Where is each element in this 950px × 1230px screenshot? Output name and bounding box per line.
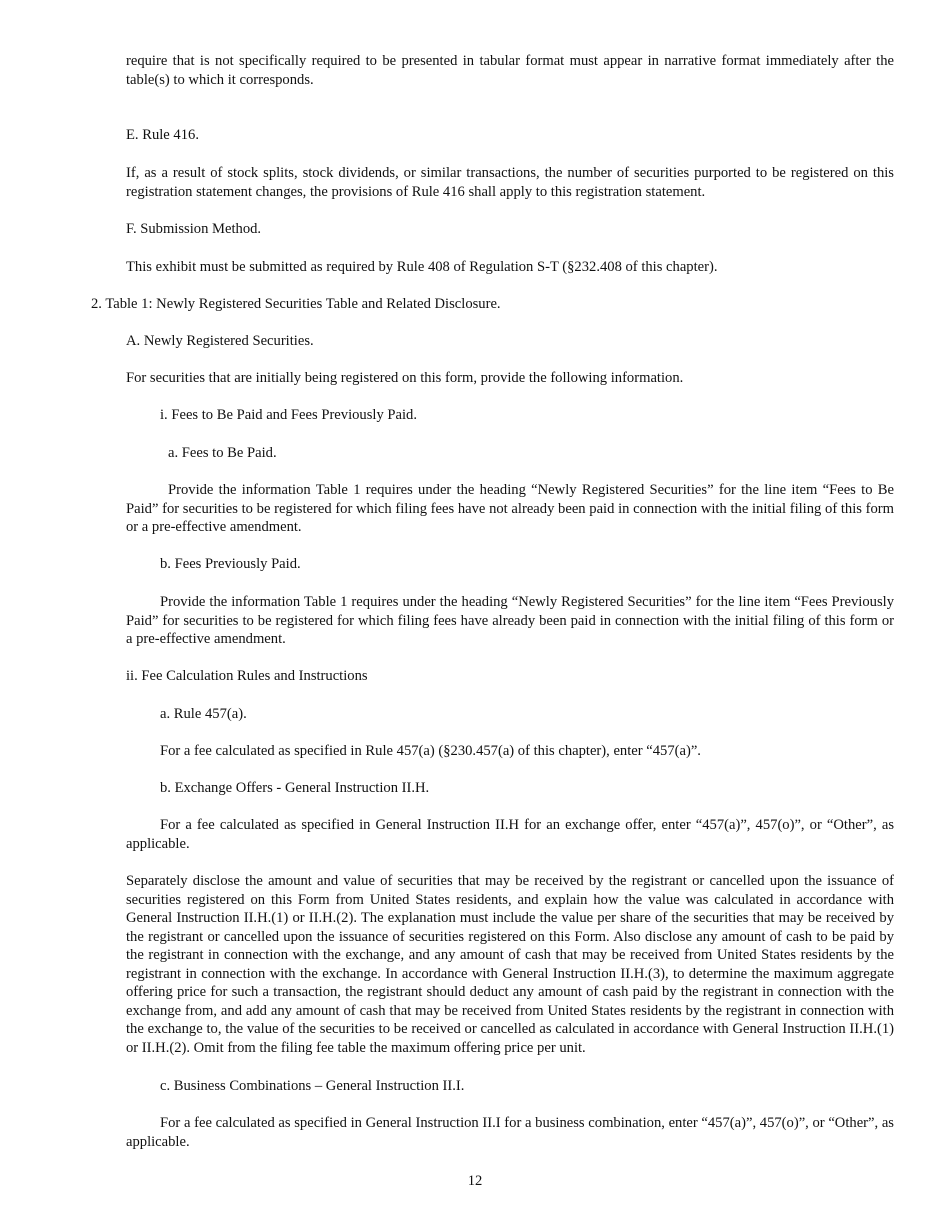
paragraph-exchange-offers-disclosure: Separately disclose the amount and value of securities that may be received by the registrant or cancelled upon the issuance of securities registered on this Form from United States residents, and explain how the value was calculated in accordance with General Instruction II.H.(1) or II.H.(2). The explanation must include the value per share of the securities that may be received by the registrant or cancelled upon the issuance of securities registered on this Form. Also disclose any amount of cash to be paid by the registrant in connection with the exchange, and any amount of cash that may be received from United States residents by the registrant in connection with the exchange. In accordance with General Instruction II.H.(3), to determine the maximum aggregate offering price for such a transaction, the registrant should deduct any amount of cash paid by the registrant in connection with the exchange from, and add any amount of cash that may be received from United States residents by the registrant in connection with the exchange to, the value of the securities to be received or cancelled as calculated in accordance with General Instruction II.H.(1) or II.H.(2). Omit from the filing fee table the maximum offering price per unit.: [126, 873, 894, 1056]
heading-fees-to-be-paid: a. Fees to Be Paid.: [168, 445, 277, 461]
paragraph-exchange-offers: For a fee calculated as specified in General Instruction II.H for an exchange offer, enter “457(a)”, 457(o)”, or “Other”, as applicable.: [126, 817, 894, 852]
heading-rule-416: E. Rule 416.: [126, 127, 199, 143]
heading-business-combinations: c. Business Combinations – General Instruction II.I.: [160, 1078, 465, 1094]
heading-table-1: 2. Table 1: Newly Registered Securities Table and Related Disclosure.: [91, 296, 501, 312]
heading-exchange-offers: b. Exchange Offers - General Instruction II.H.: [160, 780, 430, 796]
paragraph-newly-registered-intro: For securities that are initially being registered on this form, provide the following information.: [126, 370, 684, 386]
heading-newly-registered-securities: A. Newly Registered Securities.: [126, 333, 314, 349]
paragraph-business-combinations: For a fee calculated as specified in General Instruction II.I for a business combination, enter “457(a)”, 457(o)”, or “Other”, as applicable.: [126, 1115, 894, 1150]
paragraph-rule-416: If, as a result of stock splits, stock dividends, or similar transactions, the number of securities purported to be registered on this registration statement changes, the provisions of Rule 416 shall apply to this registration statement.: [126, 165, 894, 200]
paragraph-fees-to-be-paid: Provide the information Table 1 requires under the heading “Newly Registered Securities” for the line item “Fees to Be Paid” for securities to be registered for which filing fees have not already been paid in connection with the initial filing of this form or a pre-effective amendment.: [126, 482, 894, 535]
heading-submission-method: F. Submission Method.: [126, 221, 262, 237]
paragraph-fees-previously-paid: Provide the information Table 1 requires under the heading “Newly Registered Securities” for the line item “Fees Previously Paid” for securities to be registered for which filing fees have already been paid in connection with the initial filing of this form or a pre-effective amendment.: [126, 594, 894, 647]
paragraph-submission-method: This exhibit must be submitted as required by Rule 408 of Regulation S-T (§232.408 of this chapter).: [126, 259, 718, 275]
heading-fees-previously-paid: b. Fees Previously Paid.: [160, 556, 301, 572]
paragraph-rule-457a: For a fee calculated as specified in Rule 457(a) (§230.457(a) of this chapter), enter “457(a)”.: [160, 743, 701, 759]
heading-fees-to-be-paid-and-previously-paid: i. Fees to Be Paid and Fees Previously Paid.: [160, 407, 417, 423]
page-number: 12: [467, 1173, 483, 1189]
heading-fee-calculation-rules: ii. Fee Calculation Rules and Instructions: [126, 668, 368, 684]
paragraph-table-narrative-continuation: require that is not specifically required to be presented in tabular format must appear in narrative format immediately after the table(s) to which it corresponds.: [126, 53, 894, 88]
heading-rule-457a: a. Rule 457(a).: [160, 706, 247, 722]
